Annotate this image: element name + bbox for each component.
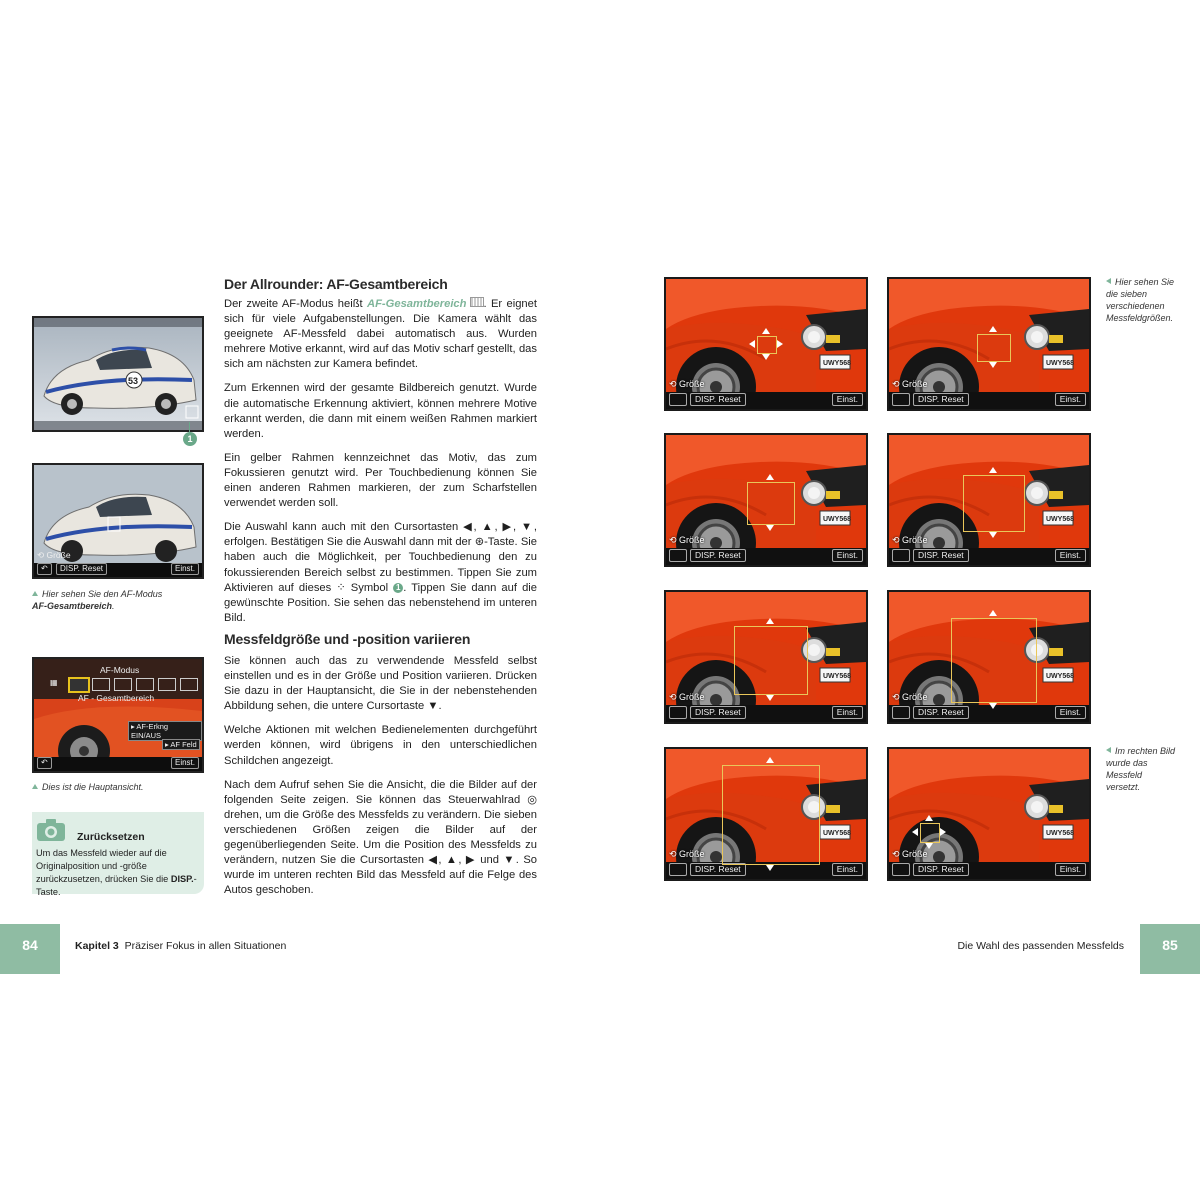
back-button[interactable] <box>892 549 910 562</box>
af-gesamtbereich-label: AF - Gesamtbereich <box>78 693 155 703</box>
svg-text:UWY568: UWY568 <box>1046 830 1075 837</box>
arrow-up-icon <box>989 610 997 616</box>
size-label: ⟲ Größe <box>892 692 928 702</box>
size-label: ⟲ Größe <box>892 535 928 545</box>
p1-end: . Er eignet sich für viele Aufgabenstellungen. Die Kamera wählt das geeignete AF-Messfeld dabei automatisch aus. Wurden mehrere Motive erkannt, wird auf das Motiv scharf gestellt, das sich am nächsten zur Kamera befindet. <box>224 298 537 371</box>
p4-start: Die Auswahl kann auch mit den Cursortasten ◀, ▲, ▶, ▼, erfolgen. Bestätigen Sie die Auswahl dann mit der ⊛-Taste. Sie haben auch die Möglichkeit, per Touchbedienung den zu fokussierenden Bereich selbst zu bestimmen. Tippen Sie zum Aktivieren auf dieses ⁘ Symbol <box>224 521 537 594</box>
back-button[interactable] <box>892 706 910 719</box>
size-label: ⟲ Größe <box>669 379 705 389</box>
car-thumbnail <box>887 747 1091 881</box>
einst-button[interactable]: Einst. <box>832 863 863 876</box>
caption-af-modus: Hier sehen Sie den AF-Modus AF-Gesamtbereich. <box>32 589 163 611</box>
marker-one: 1 <box>183 432 197 446</box>
tip-text: Um das Messfeld wieder auf die Originalposition und -größe zurückzusetzen, drücken Sie die DISP.-Taste. <box>36 848 197 897</box>
svg-text:UWY568: UWY568 <box>1046 673 1075 680</box>
disp-reset-button[interactable]: DISP. Reset <box>690 863 746 876</box>
car-thumbnail <box>664 277 868 411</box>
p5: Sie können auch das zu verwendende Messfeld selbst einstellen und es in der Größe und Position variieren. Drücken Sie dazu in der Hauptansicht, die Sie in der nebenstehenden Abbildung sehen, die untere Cursortaste ▼. <box>224 655 537 713</box>
af-field-frame[interactable] <box>747 482 795 526</box>
beetle-photo <box>34 318 202 430</box>
heading-messfeldgroesse: Messfeldgröße und -position variieren <box>224 631 471 647</box>
caption-messfeld-versetzt: Im rechten Bild wurde das Messfeld versetzt. <box>1106 746 1176 792</box>
af-field-frame[interactable] <box>920 823 940 843</box>
arrow-up-icon <box>989 326 997 332</box>
svg-text:UWY568: UWY568 <box>1046 516 1075 523</box>
mode-icon-6[interactable] <box>158 678 176 691</box>
size-label: ⟲ Größe <box>37 550 71 560</box>
p1-start: Der zweite AF-Modus heißt <box>224 298 368 310</box>
p3: Ein gelber Rahmen kennzeichnet das Motiv, das zum Fokussieren genutzt wird. Per Touchbedienung können Sie einen anderen Rahmen markieren, der zum Scharfstellen verwendet werden soll. <box>224 451 537 510</box>
red-car-photo <box>34 659 202 771</box>
einst-button[interactable]: Einst. <box>1055 549 1086 562</box>
mode-icon-5[interactable] <box>136 678 154 691</box>
disp-reset-button[interactable]: DISP. Reset <box>56 563 107 575</box>
marker-line <box>189 422 190 432</box>
disp-reset-button[interactable]: DISP. Reset <box>913 863 969 876</box>
camera-icon <box>36 818 66 842</box>
back-button[interactable] <box>669 706 687 719</box>
car-number: 53 <box>128 376 139 386</box>
heading-af-gesamtbereich: Der Allrounder: AF-Gesamtbereich <box>224 276 448 292</box>
svg-text:UWY568: UWY568 <box>823 830 852 837</box>
back-button[interactable] <box>892 863 910 876</box>
screenshot-af-modus-menu <box>32 657 204 773</box>
af-field-frame[interactable] <box>951 618 1037 703</box>
arrow-down-icon <box>989 532 997 538</box>
size-label: ⟲ Größe <box>892 379 928 389</box>
af-mode-icons[interactable] <box>50 677 190 691</box>
back-button-2[interactable]: ↶ <box>37 757 52 769</box>
page-number-right: 85 <box>1140 924 1200 974</box>
caption-arrow-icon-2 <box>32 784 38 789</box>
marker-one-inline: 1 <box>393 583 403 593</box>
af-modus-title: AF-Modus <box>100 665 140 675</box>
einst-button[interactable]: Einst. <box>832 706 863 719</box>
af-gesamtbereich-term: AF-Gesamtbereich <box>367 298 467 310</box>
disp-reset-button[interactable]: DISP. Reset <box>690 393 746 406</box>
einst-button[interactable]: Einst. <box>832 393 863 406</box>
arrow-down-icon <box>762 354 770 360</box>
car-thumbnail <box>664 433 868 567</box>
af-erkng-option[interactable]: ▸ AF-Erkng EIN/AUS <box>128 721 202 741</box>
arrow-up-icon <box>766 474 774 480</box>
page-number-left: 84 <box>0 924 60 974</box>
arrow-down-icon <box>925 843 933 849</box>
arrow-down-icon <box>989 362 997 368</box>
svg-text:UWY568: UWY568 <box>1046 360 1075 367</box>
car-thumbnail <box>664 747 868 881</box>
mode-icon-4[interactable] <box>114 678 132 691</box>
grid-icon <box>470 297 484 307</box>
svg-text:UWY568: UWY568 <box>823 360 852 367</box>
af-field-frame[interactable] <box>757 336 777 354</box>
p2: Zum Erkennen wird der gesamte Bildbereich genutzt. Wurde die automatische Erkennung aktiviert, können mehrere Motive erkannt werden, die dann mit einem weißen Rahmen markiert werden. <box>224 382 537 440</box>
arrow-right-icon <box>940 828 946 836</box>
svg-text:UWY568: UWY568 <box>823 673 852 680</box>
caption-arrow-icon-4 <box>1106 747 1111 753</box>
einst-button[interactable]: Einst. <box>1055 706 1086 719</box>
back-button[interactable] <box>892 393 910 406</box>
footer-chapter: Kapitel 3 Präziser Fokus in allen Situationen <box>75 940 287 952</box>
back-button[interactable]: ↶ <box>37 563 52 575</box>
disp-reset-button[interactable]: DISP. Reset <box>913 393 969 406</box>
einst-button[interactable]: Einst. <box>1055 863 1086 876</box>
size-label: ⟲ Größe <box>669 535 705 545</box>
size-label: ⟲ Größe <box>669 692 705 702</box>
disp-reset-button[interactable]: DISP. Reset <box>913 549 969 562</box>
svg-text:UWY568: UWY568 <box>823 516 852 523</box>
arrow-up-icon <box>762 328 770 334</box>
arrow-up-icon <box>925 815 933 821</box>
mode-icon-7[interactable] <box>180 678 198 691</box>
einst-button-2[interactable]: Einst. <box>171 757 199 769</box>
caption-hauptansicht: Dies ist die Hauptansicht. <box>32 781 202 793</box>
arrow-up-icon <box>766 757 774 763</box>
arrow-up-icon <box>766 618 774 624</box>
caption-arrow-icon <box>32 591 38 596</box>
body-text-2 <box>224 654 537 898</box>
back-button[interactable] <box>669 549 687 562</box>
back-button[interactable] <box>669 863 687 876</box>
car-thumbnail <box>887 277 1091 411</box>
p6: Welche Aktionen mit welchen Bedienelementen durchgeführt werden können, wird übrigens in den unterschiedlichen Schildchen angezeigt. <box>224 724 537 767</box>
af-field-frame[interactable] <box>722 765 820 866</box>
arrow-right-icon <box>777 340 783 348</box>
einst-button[interactable]: Einst. <box>832 549 863 562</box>
disp-reset-button[interactable]: DISP. Reset <box>690 706 746 719</box>
mode-icon-selected[interactable] <box>68 677 90 693</box>
disp-reset-button[interactable]: DISP. Reset <box>690 549 746 562</box>
arrow-down-icon <box>766 865 774 871</box>
af-field-frame[interactable] <box>977 334 1011 362</box>
body-text-1 <box>224 297 537 626</box>
einst-button[interactable]: Einst. <box>1055 393 1086 406</box>
arrow-down-icon <box>766 525 774 531</box>
screenshot-af-gesamtbereich <box>32 316 204 432</box>
disp-reset-button[interactable]: DISP. Reset <box>913 706 969 719</box>
arrow-left-icon <box>912 828 918 836</box>
footer-section-title: Die Wahl des passenden Messfelds <box>957 940 1124 952</box>
tip-box-zuruecksetzen <box>32 812 204 897</box>
caption-sieben-groessen: Hier sehen Sie die sieben verschiedenen Messfeldgrößen. <box>1106 277 1175 323</box>
car-thumbnail <box>887 590 1091 724</box>
arrow-down-icon <box>766 695 774 701</box>
size-label: ⟲ Größe <box>669 849 705 859</box>
arrow-up-icon <box>989 467 997 473</box>
p7: Nach dem Aufruf sehen Sie die Ansicht, die die Bilder auf der folgenden Seite zeigen. Sie können das Steuerwahlrad ◎ drehen, um die Größe des Messfelds zu verändern. Die sieben verschiedenen Größen zeigen die Bilder auf der gegenüberliegenden Seite. Um die Position des Messfelds zu verändern, nutzen Sie die Cursortasten ◀, ▲, ▶ und ▼. So wurde im unteren rechten Bild das Messfeld auf die Felge des Autos geschoben. <box>224 778 537 897</box>
back-button[interactable] <box>669 393 687 406</box>
size-label: ⟲ Größe <box>892 849 928 859</box>
car-thumbnail <box>664 590 868 724</box>
mode-icon-1[interactable]: ▦ <box>50 678 58 687</box>
tip-title: Zurücksetzen <box>77 831 145 843</box>
arrow-left-icon <box>749 340 755 348</box>
af-field-frame[interactable] <box>734 626 808 696</box>
caption-arrow-icon-3 <box>1106 278 1111 284</box>
car-thumbnail <box>887 433 1091 567</box>
p4-end: . Tippen Sie dann auf die gewünschte Position. Sie sehen das nebenstehend im unteren Bild. <box>224 581 538 624</box>
mode-icon-3[interactable] <box>92 678 110 691</box>
af-feld-option[interactable]: ▸ AF Feld <box>162 739 200 750</box>
einst-button[interactable]: Einst. <box>171 563 199 575</box>
arrow-down-icon <box>989 703 997 709</box>
af-field-frame[interactable] <box>963 475 1025 532</box>
screenshot-beetle-groesse <box>32 463 204 579</box>
